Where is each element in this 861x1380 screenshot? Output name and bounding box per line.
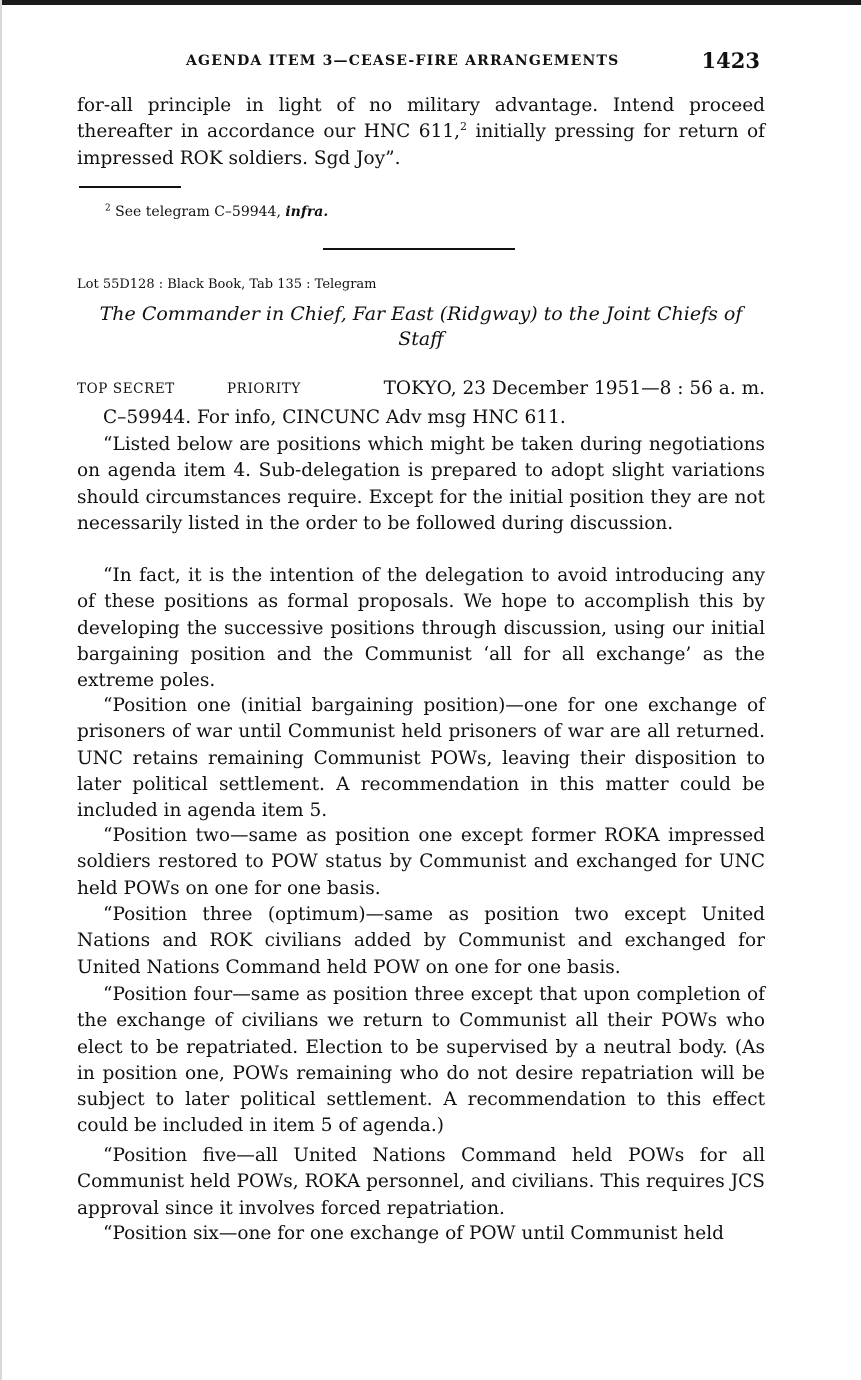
paragraph-6: “Position three (optimum)—same as position two except United Nations and ROK civilians added by Communist and exchanged for United Nations Command held POW on one for one basis. [77, 904, 765, 978]
dateline: TOKYO, 23 December 1951—8 : 56 a. m. [383, 378, 765, 399]
document-source: Lot 55D128 : Black Book, Tab 135 : Telegram [77, 277, 377, 292]
document-meta [77, 378, 765, 400]
carryover-text-2: initially pressing for return of impressed ROK soldiers. Sgd Joy”. [77, 121, 765, 169]
running-title: AGENDA ITEM 3—CEASE-FIRE ARRANGEMENTS [186, 53, 620, 69]
paragraph-5: “Position two—same as position one except former ROKA impressed soldiers restored to POW status by Communist and exchanged for UNC held POWs on one for one basis. [77, 825, 765, 899]
paragraph-2: “Listed below are positions which might be taken during negotiations on agenda item 4. Sub-delegation is prepared to adopt slight variations should circumstances require. Except for the initial position they are not necessarily listed in the order to be followed during discussion. [77, 434, 765, 534]
footnote-divider [79, 186, 181, 188]
footnote-text: See telegram C–59944, [110, 204, 286, 220]
footnote [105, 204, 328, 220]
footnote-emphasis: infra. [285, 204, 329, 220]
page-number: 1423 [701, 48, 760, 73]
section-divider [323, 248, 515, 250]
priority: PRIORITY [227, 381, 301, 397]
classification: TOP SECRET [77, 381, 175, 397]
carryover-paragraph [77, 93, 765, 172]
paragraph-8: “Position five—all United Nations Command held POWs for all Communist held POWs, ROKA personnel, and civilians. This requires JCS approval since it involves forced repatriation. [77, 1145, 765, 1219]
running-head [186, 48, 766, 78]
paragraph-4: “Position one (initial bargaining position)—one for one exchange of prisoners of war until Communist held prisoners of war are all returned. UNC retains remaining Communist POWs, leaving their disposition to later political settlement. A recommendation in this matter could be included in agenda item 5. [77, 695, 765, 822]
paragraph-1: C–59944. For info, CINCUNC Adv msg HNC 611. [103, 407, 566, 428]
paragraph-3: “In fact, it is the intention of the delegation to avoid introducing any of these positions as formal proposals. We hope to accomplish this by developing the successive positions through discussion, using our initial bargaining position and the Communist ‘all for all exchange’ as the extreme poles. [77, 565, 765, 692]
page-edge [0, 0, 2, 1380]
footnote-reference: 2 [460, 120, 467, 134]
carryover-text-1: for-all principle in light of no military advantage. Intend proceed thereafter in accordance our HNC 611, [77, 95, 765, 143]
paragraph-9: “Position six—one for one exchange of POW until Communist held [103, 1223, 724, 1244]
top-border [0, 0, 861, 5]
paragraph-7: “Position four—same as position three except that upon completion of the exchange of civilians we return to Communist all their POWs who elect to be repatriated. Election to be supervised by a neutral body. (As in position one, POWs remaining who do not desire repatriation will be subject to later political settlement. A recommendation to this effect could be included in item 5 of agenda.) [77, 984, 765, 1137]
footnote-marker: 2 [105, 203, 111, 214]
document-title: The Commander in Chief, Far East (Ridgway) to the Joint Chiefs of Staff [99, 303, 743, 350]
